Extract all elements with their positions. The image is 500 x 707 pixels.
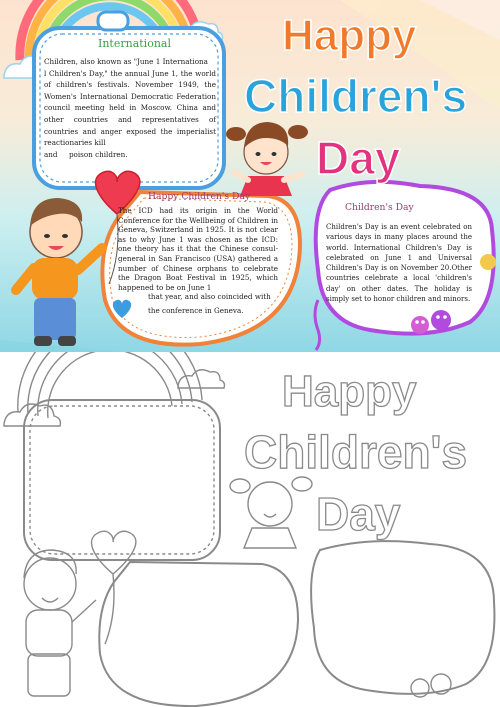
box-international-paragraph: l Children's Day," the annual June 1, the world of children's festivals. November 1949, the Women's International Democratic Federation council meeting held in Moscow. China and other countries and representatives of countries and anger exposed the imperialist reactionaries kill (44, 68, 216, 148)
outline-heading-childrens: Children's (244, 426, 468, 478)
box-international-body (44, 56, 216, 160)
box-international-outline (24, 400, 220, 560)
outline-heading-happy: Happy (282, 367, 417, 416)
outline-heading-day: Day (316, 488, 401, 540)
outline-decorations (0, 352, 500, 707)
outline-heading (244, 367, 467, 540)
boy-outline-icon (24, 550, 96, 696)
box-international-paragraph: Children, also known as "June 1 Internationa (44, 57, 208, 66)
box-origin-outline (99, 562, 298, 706)
box-origin-paragraph: that year, and also coincided with (148, 292, 271, 302)
box-international-title: International (98, 37, 171, 50)
box-international-paragraph: and poison children. (44, 149, 128, 159)
cloud-outline-icon (178, 370, 225, 388)
girl-outline-icon (230, 477, 312, 548)
heading-day: Day (316, 132, 401, 184)
box-origin-paragraph: The ICD had its origin in the World Conference for the Wellbeing of Children in Geneva, Switzerland in 1925. It is not clear as to why June 1 was chosen as the ICD: one theory has it that the Chinese consul- general in San Francisco (USA) gathered a number of Chinese orphans to celebrate the Dragon Boat Festival in 1925, which happened to be on June 1 (118, 206, 278, 292)
box-origin-paragraph: the conference in Geneva. (148, 305, 244, 315)
colored-poster (0, 0, 500, 352)
girl-figure-icon (226, 122, 308, 196)
box-origin-body (118, 206, 278, 316)
box-event-outline (311, 541, 494, 694)
box-event-paragraph: Children's Day is an event celebrated on various days in many places around the world. International Children's Day is celebrated on June 1 and Universal Children's Day is on November 20.Other countries celebrate a local 'children's day' on other dates. The holiday is simply set to honor children and minors. (326, 223, 472, 304)
outline-poster (0, 352, 500, 707)
box-event-title: Children's Day (345, 202, 414, 213)
heading-happy: Happy (282, 11, 417, 60)
boy-figure-icon (16, 198, 102, 346)
heading-childrens: Children's (244, 70, 468, 122)
heart-balloon-outline-icon (92, 531, 136, 574)
box-origin-title: Happy Children's Day (148, 191, 251, 202)
box-event-body (326, 222, 472, 304)
